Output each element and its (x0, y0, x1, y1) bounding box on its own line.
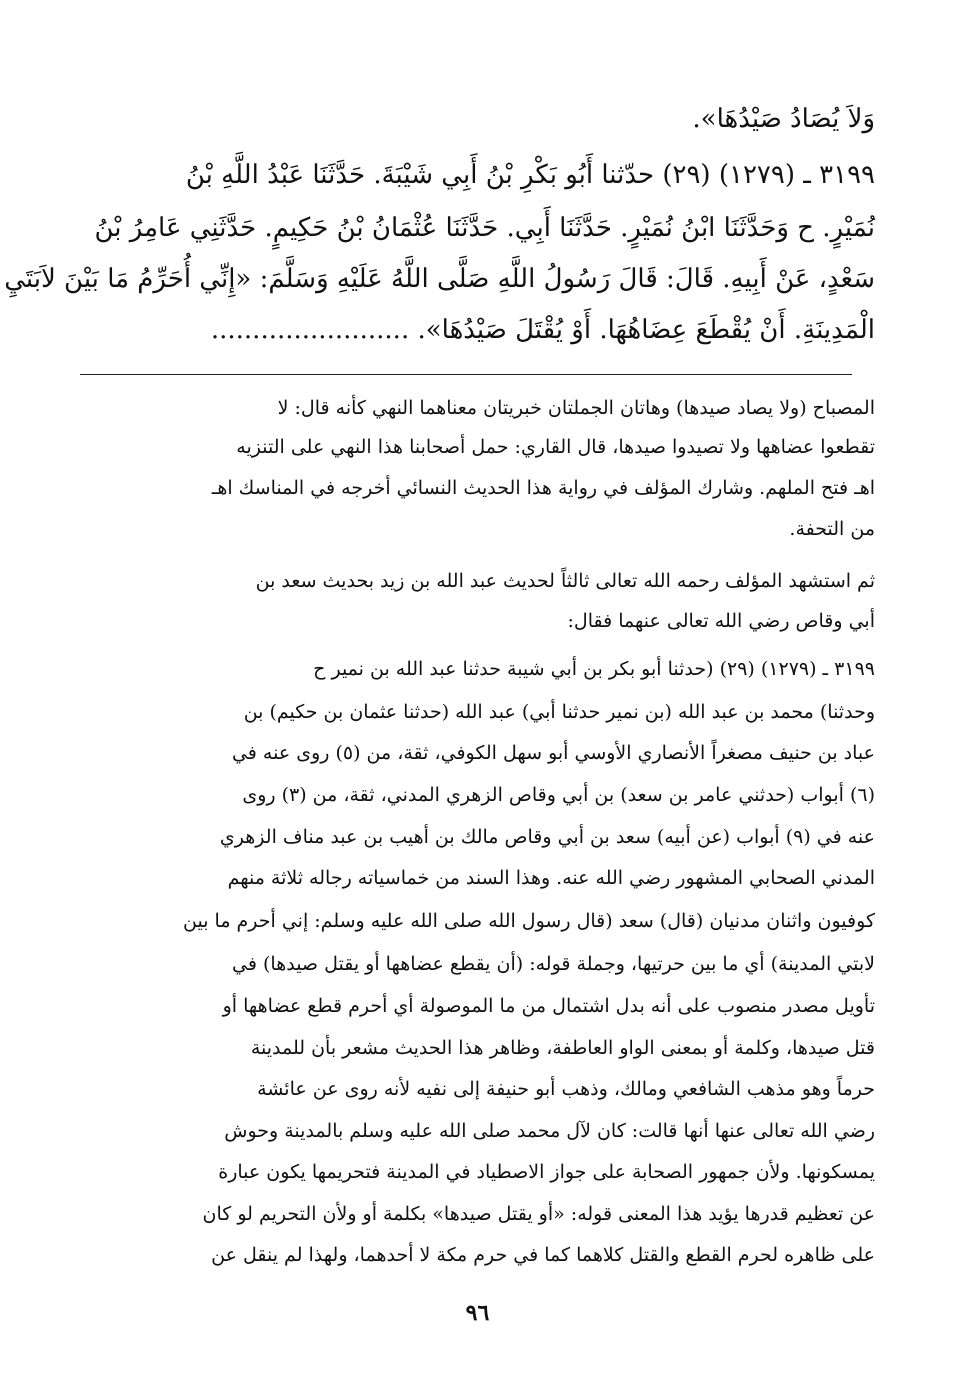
commentary-line-21: على ظاهره لحرم القطع والقتل كلاهما كما في حرم مكة لا أحدهما، ولهذا لم ينقل عن (211, 1244, 875, 1266)
commentary-line-19: يمسكونها. ولأن جمهور الصحابة على جواز الاصطياد في المدينة فتحريمها يكون عبارة (218, 1161, 875, 1183)
commentary-line-11: عنه في (٩) أبواب (عن أبيه) سعد بن أبي وقاص مالك بن أهيب بن عبد مناف الزهري (219, 826, 875, 848)
commentary-line-2: تقطعوا عضاهها ولا تصيدوا صيدها، قال القاري: حمل أصحابنا هذا النهي على التنزيه (236, 436, 875, 458)
commentary-line-1: المصباح (ولا يصاد صيدها) وهاتان الجملتان خبريتان معناهما النهي كأنه قال: لا (277, 397, 875, 419)
commentary-line-15: تأويل مصدر منصوب على أنه بدل اشتمال من ما الموصولة أي أحرم قطع عضاهها أو (222, 995, 875, 1017)
hadith-line-4: سَعْدٍ، عَنْ أَبِيهِ. قَالَ: قَالَ رَسُولُ اللَّهِ صَلَّى اللَّهُ عَلَيْهِ وَسَلَّمَ: «إِنِّي أُحَرِّمُ مَا بَيْنَ لاَبَتَيِ (4, 264, 875, 294)
commentary-line-7: ٣١٩٩ ـ (١٢٧٩) (٢٩) (حدثنا أبو بكر بن أبي شيبة حدثنا عبد الله بن نمير ح (313, 658, 875, 680)
commentary-line-17: حرماً وهو مذهب الشافعي ومالك، وذهب أبو حنيفة إلى نفيه لأنه روى عن عائشة (257, 1078, 875, 1100)
page-number: ٩٦ (465, 1300, 490, 1326)
commentary-line-18: رضي الله تعالى عنها أنها قالت: كان لآل محمد صلى الله عليه وسلم بالمدينة وحوش (224, 1120, 875, 1142)
commentary-line-5: ثم استشهد المؤلف رحمه الله تعالى ثالثاً لحديث عبد الله بن زيد بحديث سعد بن (255, 570, 875, 592)
commentary-line-8: وحدثنا) محمد بن عبد الله (بن نمير حدثنا أبي) عبد الله (حدثنا عثمان بن حكيم) بن (243, 701, 875, 723)
commentary-line-6: أبي وقاص رضي الله تعالى عنهما فقال: (567, 610, 875, 632)
footnote-divider (80, 374, 852, 375)
commentary-line-3: اهـ فتح الملهم. وشارك المؤلف في رواية هذا الحديث النسائي أخرجه في المناسك اهـ (211, 477, 875, 499)
hadith-line-2: ٣١٩٩ ـ (١٢٧٩) (٢٩) حدّثنا أَبُو بَكْرِ بْنُ أَبِي شَيْبَةَ. حَدَّثَنَا عَبْدُ اللَّهِ بْنُ (185, 160, 875, 190)
hadith-line-5: الْمَدِينَةِ. أَنْ يُقْطَعَ عِضَاهُهَا. أَوْ يُقْتَلَ صَيْدُهَا». ........................ (210, 315, 875, 345)
commentary-line-4: من التحفة. (789, 518, 875, 540)
commentary-line-13: كوفيون واثنان مدنيان (قال) سعد (قال رسول الله صلى الله عليه وسلم: إني أحرم ما بين (183, 910, 875, 932)
commentary-line-12: المدني الصحابي المشهور رضي الله عنه. وهذا السند من خماسياته رجاله ثلاثة منهم (227, 867, 875, 889)
commentary-line-14: لابتي المدينة) أي ما بين حرتيها، وجملة قوله: (أن يقطع عضاهها أو يقتل صيدها) في (232, 953, 875, 975)
hadith-line-1: وَلاَ يُصَادُ صَيْدُهَا». (692, 104, 875, 134)
commentary-line-9: عباد بن حنيف مصغراً الأنصاري الأوسي أبو سهل الكوفي، ثقة، من (٥) روى عنه في (231, 742, 875, 764)
commentary-line-20: عن تعظيم قدرها يؤيد هذا المعنى قوله: «أو يقتل صيدها» بكلمة أو ولأن التحريم لو كان (202, 1203, 875, 1225)
commentary-line-10: (٦) أبواب (حدثني عامر بن سعد) بن أبي وقاص الزهري المدني، ثقة، من (٣) روى (242, 784, 875, 806)
commentary-line-16: قتل صيدها، وكلمة أو بمعنى الواو العاطفة، وظاهر هذا الحديث مشعر بأن للمدينة (250, 1037, 875, 1059)
hadith-line-3: نُمَيْرٍ. ح وَحَدَّثَنَا ابْنُ نُمَيْرٍ. حَدَّثَنَا أَبِي. حَدَّثَنَا عُثْمَانُ بْنُ حَكِيمٍ. حَدَّثَنِي عَامِرُ بْنُ (94, 213, 875, 243)
